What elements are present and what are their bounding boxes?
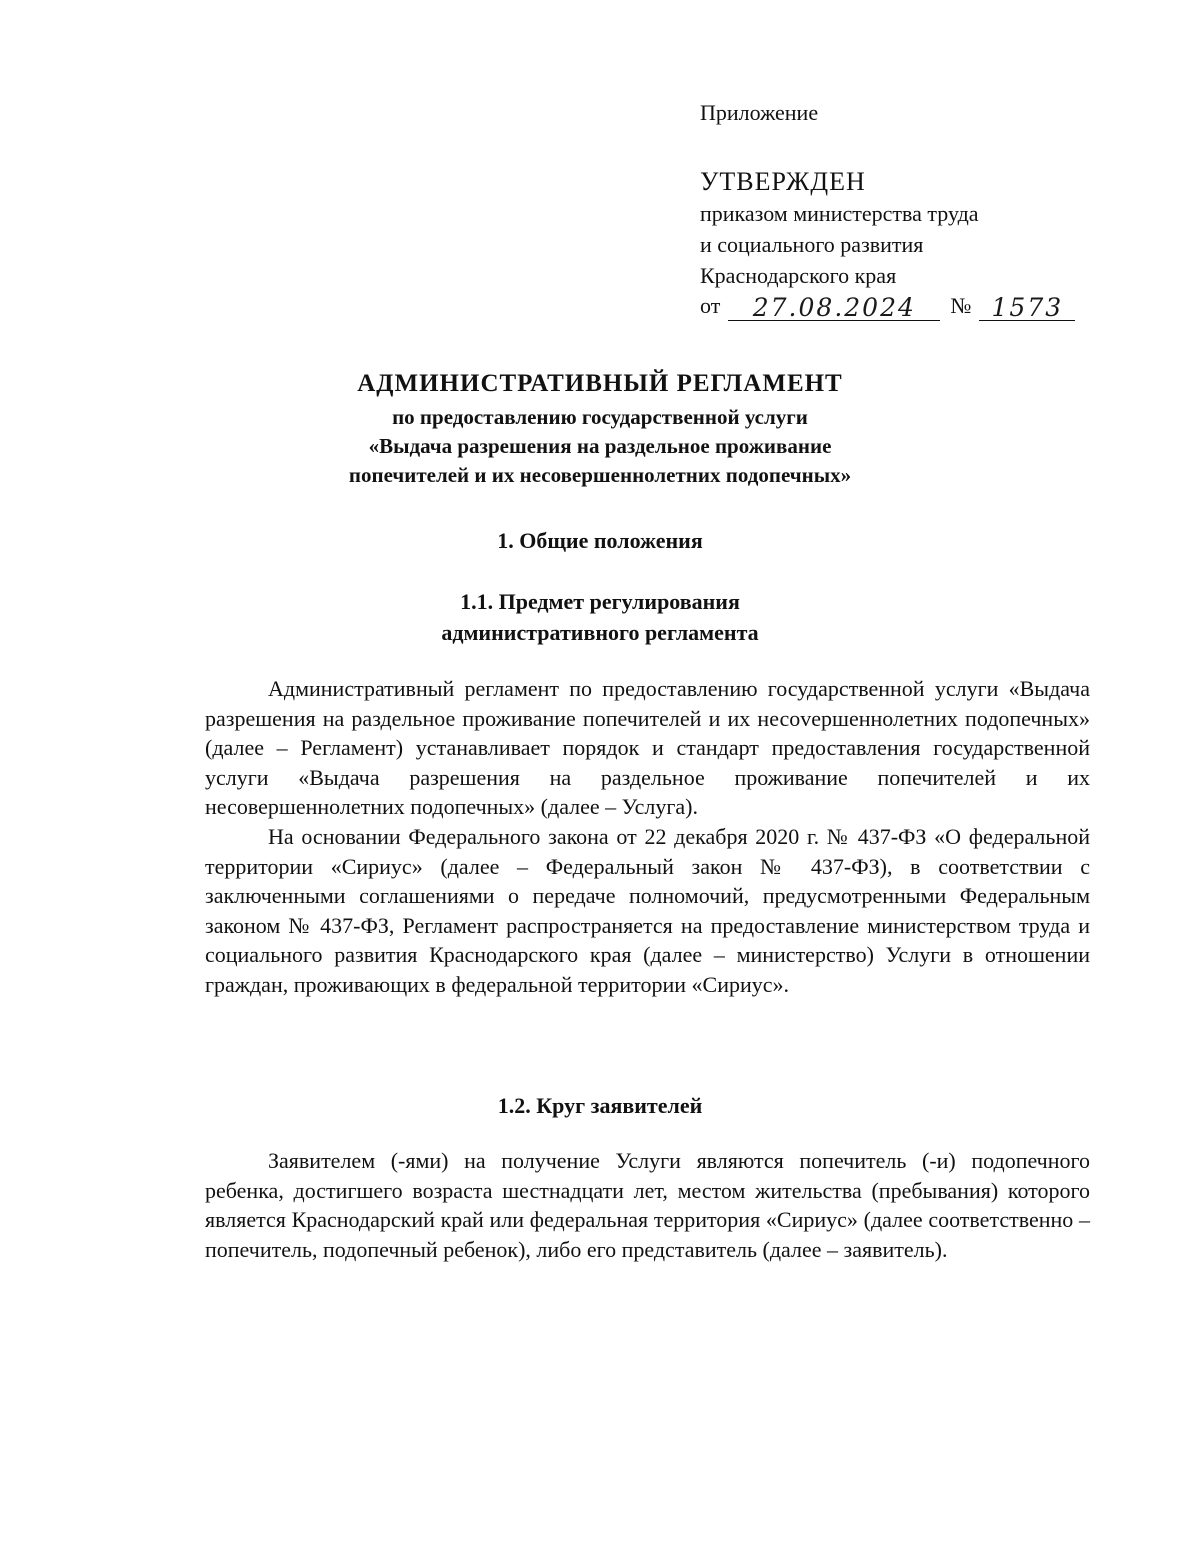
order-date-field [728,294,940,321]
paragraph: На основании Федерального закона от 22 декабря 2020 г. № 437-ФЗ «О федеральной территории «Сириус» (далее – Федеральный закон № 437-ФЗ), в соответствии с заключенными соглашениями о передаче полномочий, предусмотренными Федеральным законом № 437-ФЗ, Регламент распространяется на предоставление министерством труда и социального развития Краснодарского края (далее – министерство) Услуги в отношении граждан, проживающих в федеральной территории «Сириус». [205,823,1090,997]
approved-heading: УТВЕРЖДЕН [700,167,866,196]
heading-line: 1.1. Предмет регулирования [460,589,740,614]
number-label: № [950,293,972,318]
approval-line: Краснодарского края [700,263,897,288]
document-title: АДМИНИСТРАТИВНЫЙ РЕГЛАМЕНТ [357,370,843,397]
heading-line: административного регламента [441,620,759,645]
section-heading-applicants: 1.2. Круг заявителей [497,1093,703,1118]
appendix-label: Приложение [700,100,819,125]
paragraph: Административный регламент по предоставлению государственной услуги «Выдача разрешения на раздельное проживание попечителей и их несоvершеннолетних подопечных» (далее – Регламент) устанавливает порядок и стандарт предоставления государственной услуги «Выдача разрешения на раздельное проживание попечителей и их несовершеннолетних подопечных» (далее – Услуга). [205,676,1090,820]
approval-line: и социального развития [700,232,924,257]
approval-line: приказом министерства труда [700,201,979,226]
order-line [700,291,1100,321]
document-subtitle [0,403,1200,490]
paragraph: Заявителем (-ями) на получение Услуги являются попечитель (-и) подопечного ребенка, достигшего возраста шестнадцати лет, местом жительства (пребывания) которого является Краснодарский край или федеральная территория «Сириус» (далее соответственно – попечитель, подопечный ребенок), либо его представитель (далее – заявитель). [205,1148,1090,1262]
section-heading-subject [0,586,1200,648]
subtitle-line: «Выдача разрешения на раздельное проживание [368,434,832,458]
section-heading-general: 1. Общие положения [497,528,703,553]
subtitle-line: попечителей и их несовершеннолетних подопечных» [348,463,852,487]
subtitle-line: по предоставлению государственной услуги [392,405,808,429]
order-number-field [979,294,1075,321]
from-label: от [700,293,721,318]
approval-block [700,100,1100,321]
section-applicants-body [205,1146,1090,1264]
section-subject-body [205,674,1090,1000]
order-number: 1573 [991,293,1064,322]
order-date: 27.08.2024 [752,293,916,322]
